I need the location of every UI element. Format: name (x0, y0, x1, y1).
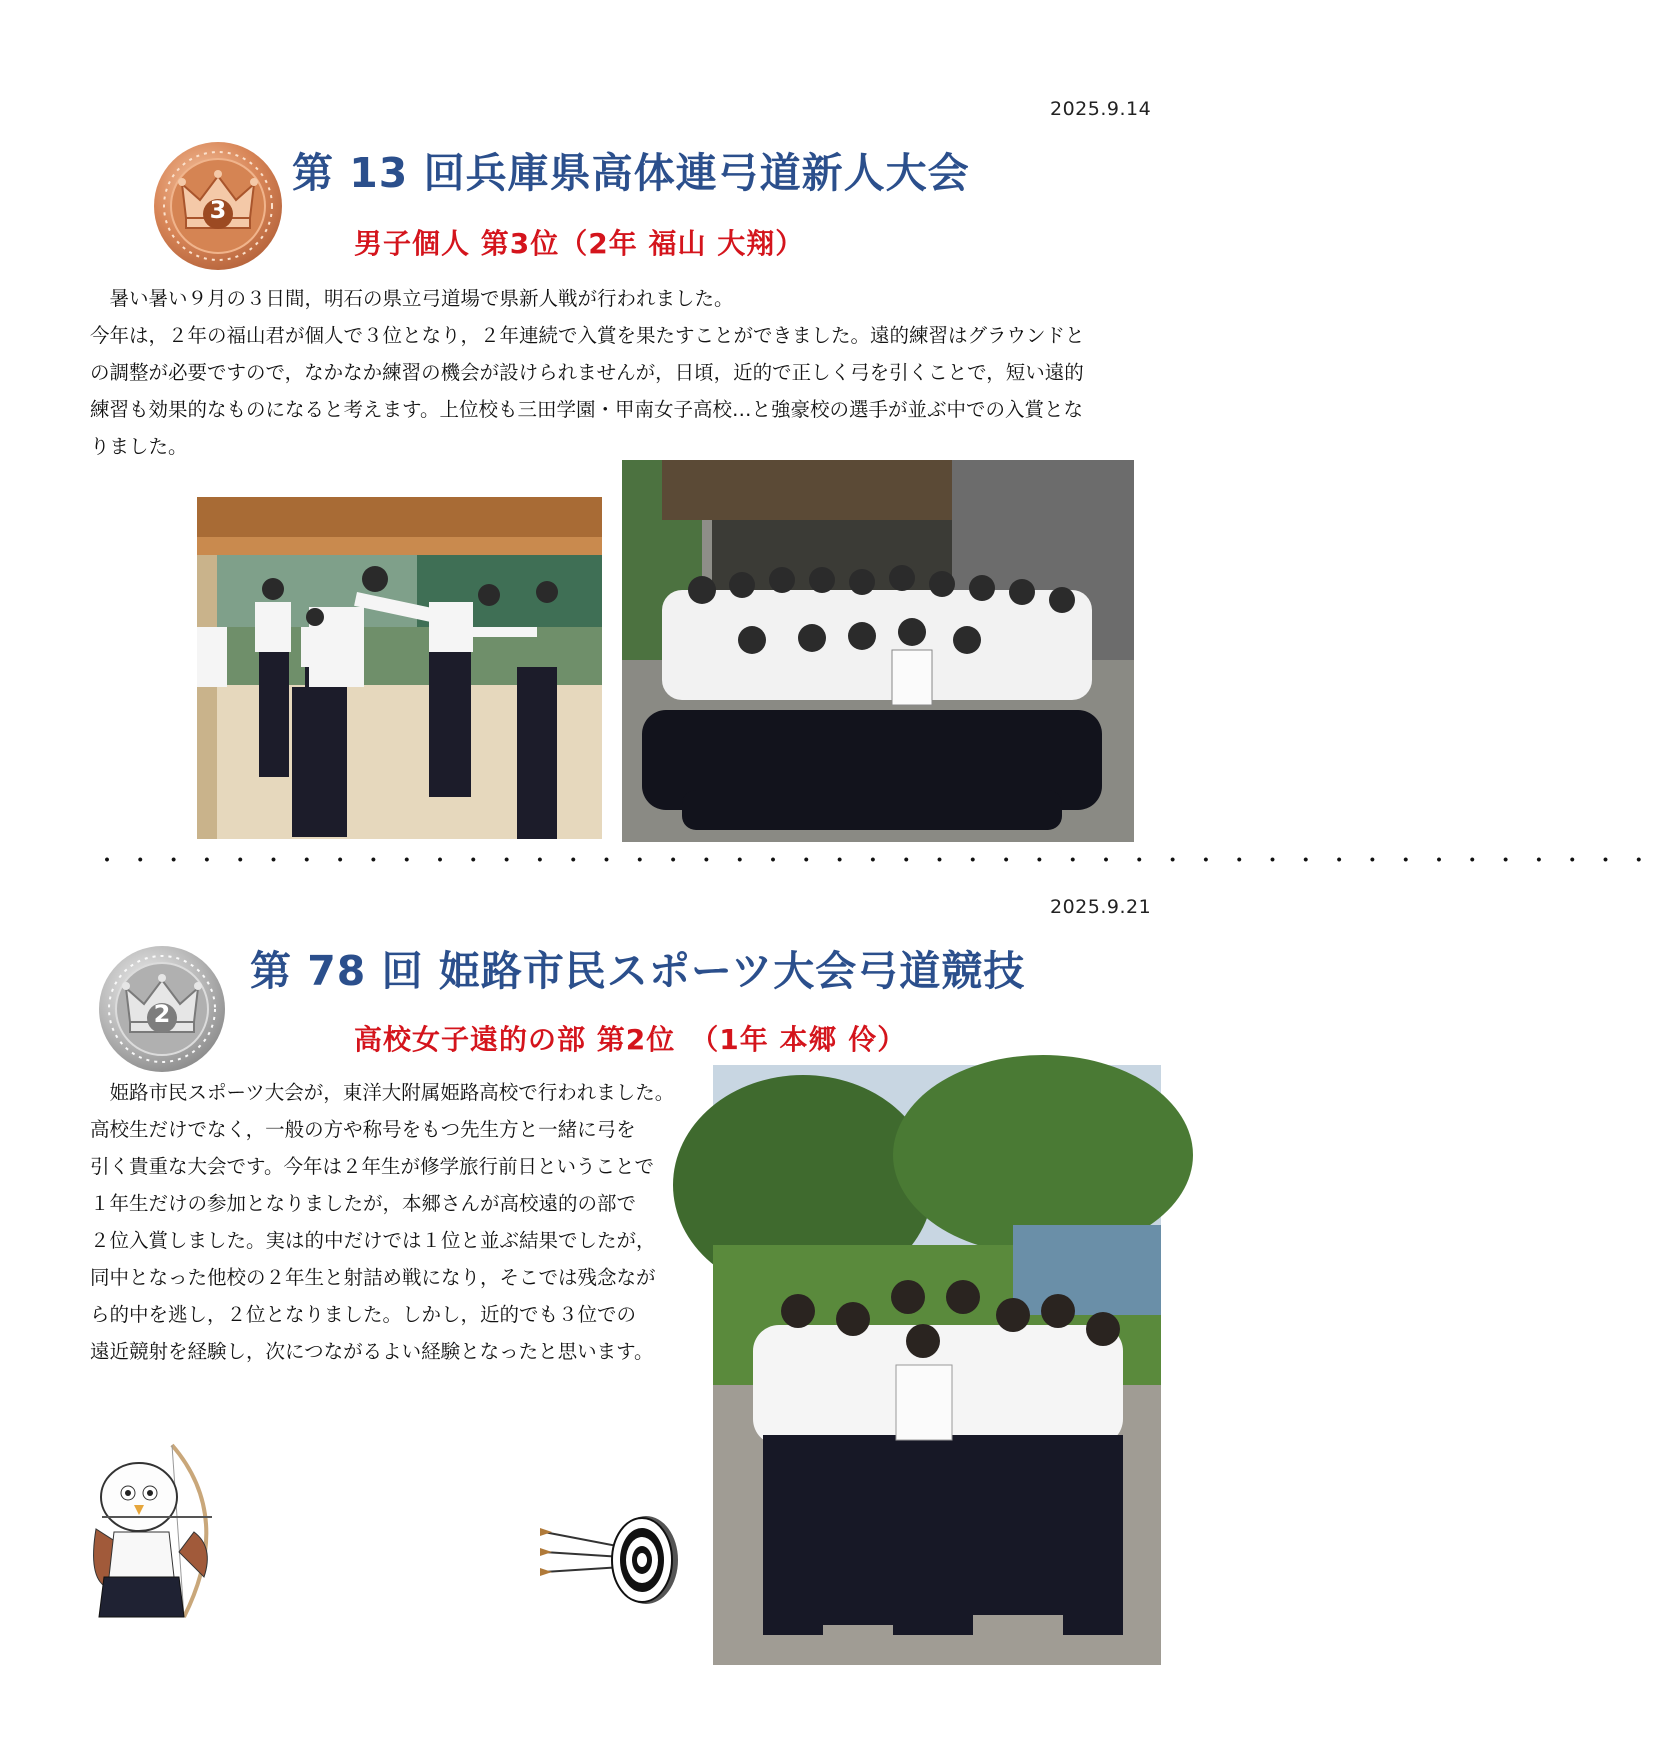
paragraph-1 (90, 280, 1150, 465)
group-photo-1 (622, 460, 1134, 842)
paragraph-line: 同中となった他校の２年生と射詰め戦になり，そこでは残念なが (90, 1266, 656, 1289)
paragraph-line: １年生だけの参加となりましたが，本郷さんが高校遠的の部で (90, 1192, 637, 1215)
date-2: 2025.9.21 (1050, 896, 1152, 918)
paragraph-line: 暑い暑い９月の３日間，明石の県立弓道場で県新人戦が行われました。 (90, 287, 734, 310)
paragraph-line: 遠近競射を経験し，次につながるよい経験となったと思います。 (90, 1340, 654, 1363)
group-photo-2 (713, 1065, 1161, 1665)
paragraph-line: の調整が必要ですので，なかなか練習の機会が設けられませんが，日頃，近的で正しく弓を引くことで，短い遠的 (90, 361, 1084, 384)
paragraph-line: 今年は，２年の福山君が個人で３位となり，２年連続で入賞を果たすことができました。遠的練習はグラウンドと (90, 324, 1085, 347)
paragraph-line: ２位入賞しました。実は的中だけでは１位と並ぶ結果でしたが， (90, 1229, 656, 1252)
paragraph-line: 引く貴重な大会です。今年は２年生が修学旅行前日ということで (90, 1155, 654, 1178)
archery-target-arrows-icon (538, 1510, 688, 1610)
paragraph-line: ら的中を逃し，２位となりました。しかし，近的でも３位での (90, 1303, 637, 1326)
medal-number-1: 3 (209, 196, 227, 224)
section-divider: ・・・・・・・・・・・・・・・・・・・・・・・・・・・・・・・・・・・・・・・・・・・・・・・ (96, 849, 1661, 874)
page-title-1: 第 13 回兵庫県高体連弓道新人大会 (292, 149, 970, 197)
silver-medal-icon (97, 944, 227, 1074)
bronze-medal-icon (152, 140, 284, 272)
page-title-2: 第 78 回 姫路市民スポーツ大会弓道競技 (250, 947, 1026, 995)
owl-archer-mascot (84, 1437, 234, 1627)
paragraph-line: りました。 (90, 435, 188, 458)
paragraph-2 (90, 1074, 710, 1370)
subtitle-2: 高校女子遠的の部 第2位 （1年 本郷 伶） (354, 1023, 907, 1056)
date-1: 2025.9.14 (1050, 98, 1152, 120)
paragraph-line: 姫路市民スポーツ大会が，東洋大附属姫路高校で行われました。 (90, 1081, 675, 1104)
subtitle-1: 男子個人 第3位（2年 福山 大翔） (354, 227, 805, 260)
medal-number-2: 2 (153, 1000, 171, 1028)
ceremony-photo (197, 497, 602, 839)
paragraph-line: 練習も効果的なものになると考えます。上位校も三田学園・甲南女子高校…と強豪校の選手が並ぶ中での入賞とな (90, 398, 1083, 421)
paragraph-line: 高校生だけでなく，一般の方や称号をもつ先生方と一緒に弓を (90, 1118, 636, 1141)
